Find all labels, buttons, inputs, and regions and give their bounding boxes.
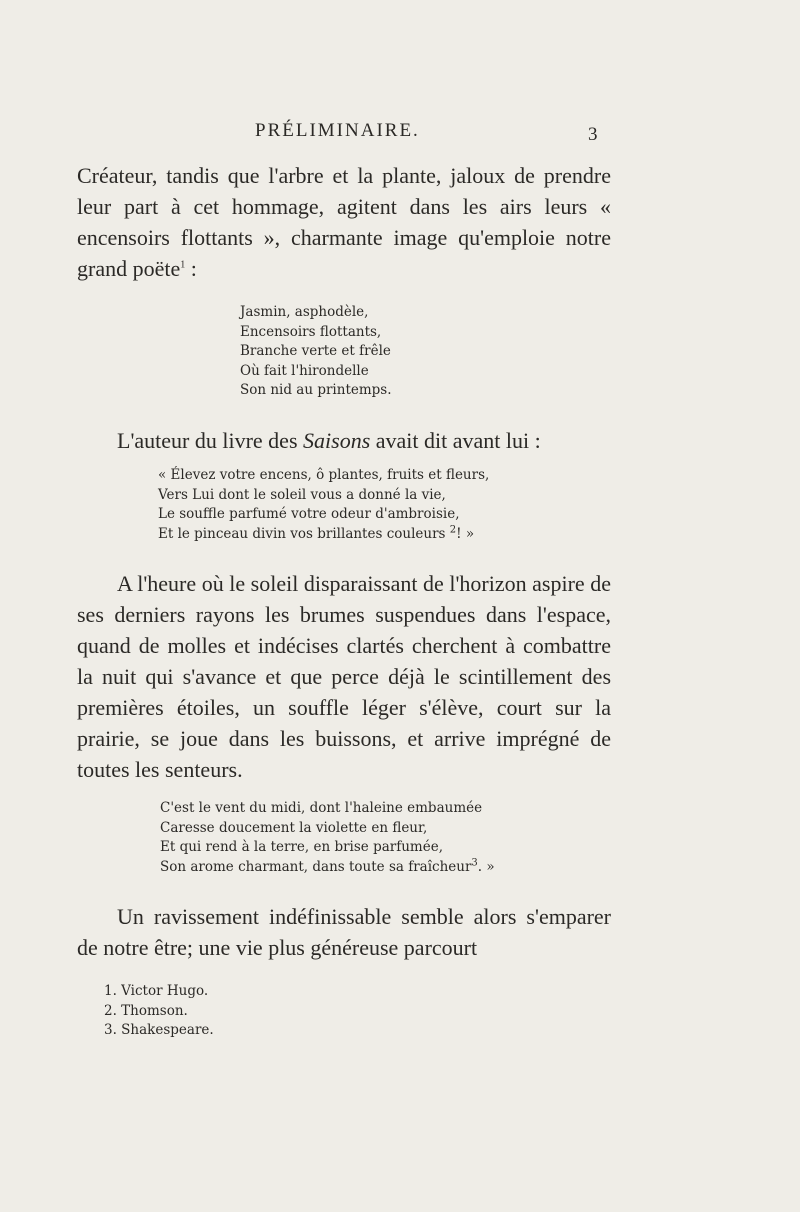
poem-3-line: Caresse doucement la violette en fleur, <box>160 819 428 836</box>
page-header <box>0 120 800 150</box>
poem-3-line-text: Son arome charmant, dans toute sa fraîcheur <box>160 858 472 875</box>
paragraph-4 <box>77 901 611 963</box>
poem-2-line-tail: ! » <box>456 525 475 542</box>
footnote-ref-3: 3 <box>471 857 478 868</box>
paragraph-3 <box>77 568 611 785</box>
poem-3 <box>160 799 495 877</box>
paragraph-3-text: A l'heure où le soleil disparaissant de l'horizon aspire de ses derniers rayons les brumes suspendues dans l'espace, quand de molles et indécises clartés cherchent à combattre la nuit qui s'avance et que perce déjà le scintillement des premières étoiles, un souffle léger s'élève, court sur la prairie, se joue dans les buissons, et arrive imprégné de toutes les senteurs. <box>77 571 611 782</box>
poem-1 <box>240 303 392 401</box>
footnote-ref-1: 1 <box>180 259 186 271</box>
footnote-ref-2: 2 <box>449 524 457 535</box>
poem-3-line-tail: . » <box>477 858 495 875</box>
paragraph-2-tail: avait dit avant lui : <box>370 428 541 453</box>
footnotes <box>104 982 214 1041</box>
paragraph-4-text: Un ravissement indéfinissable semble alors s'emparer de notre être; une vie plus généreuse parcourt <box>77 904 611 960</box>
poem-3-line: C'est le vent du midi, dont l'haleine embaumée <box>160 800 483 816</box>
footnote-3: 3. Shakespeare. <box>104 1022 214 1038</box>
paragraph-2-text: L'auteur du livre des <box>117 428 304 453</box>
footnote-2: 2. Thomson. <box>104 1002 188 1019</box>
book-title-saisons: Saisons <box>303 428 371 453</box>
poem-3-line: Et qui rend à la terre, en brise parfumée, <box>160 839 443 855</box>
paragraph-1 <box>77 160 611 284</box>
page-number: 3 <box>588 124 598 145</box>
poem-2-line-text: Et le pinceau divin vos brillantes couleurs <box>158 525 446 542</box>
footnote-1: 1. Victor Hugo. <box>104 983 209 999</box>
poem-2-line: Vers Lui dont le soleil vous a donné la vie, <box>158 486 446 503</box>
poem-1-line: Encensoirs flottants, <box>240 323 382 340</box>
paragraph-2 <box>77 425 611 456</box>
poem-1-line: Où fait l'hirondelle <box>240 362 369 379</box>
poem-2-line: Le souffle parfumé votre odeur d'ambroisie, <box>158 506 460 522</box>
poem-1-line: Son nid au printemps. <box>240 382 392 398</box>
poem-2 <box>158 466 489 544</box>
poem-2-line: « Élevez votre encens, ô plantes, fruits et fleurs, <box>158 467 490 483</box>
running-title: PRÉLIMINAIRE. <box>255 120 420 141</box>
paragraph-1-tail: : <box>185 256 197 281</box>
poem-1-line: Branche verte et frêle <box>240 343 391 359</box>
poem-3-line <box>160 858 495 878</box>
poem-1-line: Jasmin, asphodèle, <box>240 304 369 320</box>
paragraph-1-text: Créateur, tandis que l'arbre et la plante, jaloux de prendre leur part à cet hommage, agitent dans les airs leurs « encensoirs flottants », charmante image qu'emploie notre grand poëte <box>77 163 611 281</box>
poem-2-line <box>158 525 489 545</box>
